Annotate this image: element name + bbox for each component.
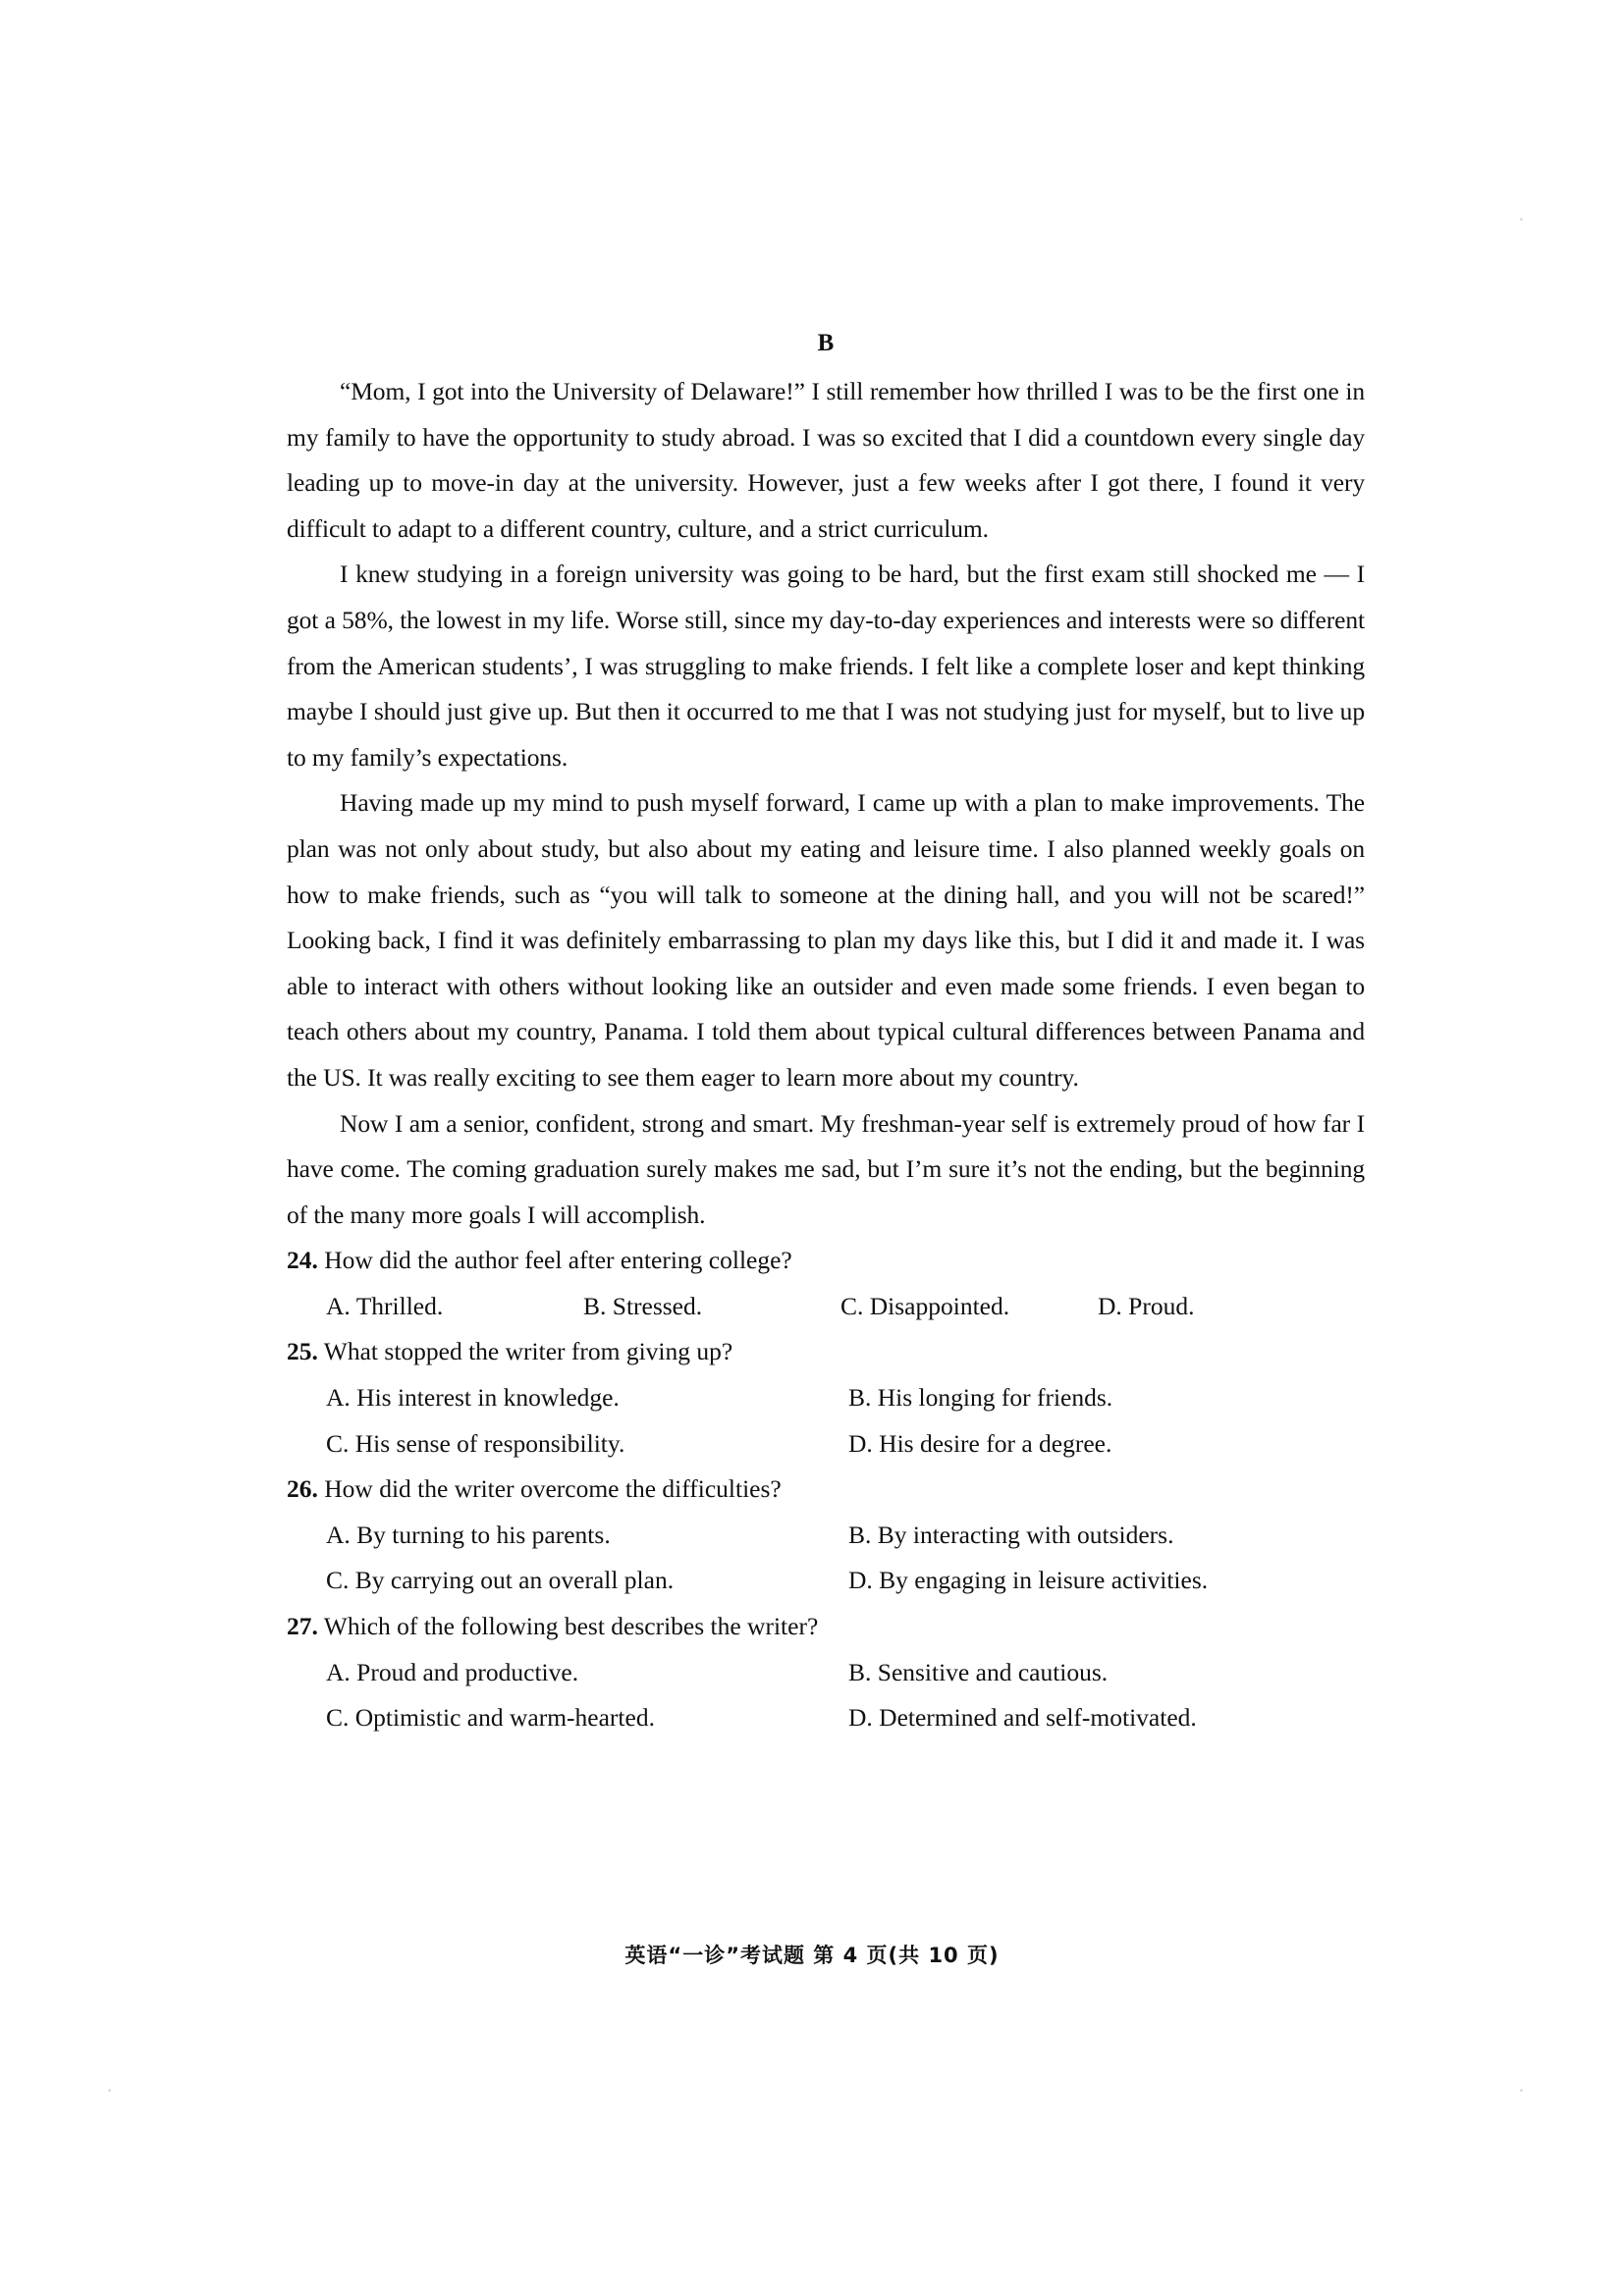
- question-number: 27.: [287, 1612, 318, 1641]
- question-number: 25.: [287, 1337, 318, 1366]
- option-c[interactable]: C. Disappointed.: [840, 1291, 1010, 1320]
- option-d[interactable]: D. Determined and self-motivated.: [848, 1703, 1197, 1733]
- option-a[interactable]: A. Proud and productive.: [326, 1657, 579, 1686]
- options: [287, 1284, 1365, 1330]
- option-b[interactable]: B. Stressed.: [583, 1291, 703, 1320]
- option-a[interactable]: A. Thrilled.: [326, 1291, 444, 1320]
- options: [287, 1375, 1365, 1467]
- option-b[interactable]: B. By interacting with outsiders.: [848, 1520, 1174, 1549]
- option-c[interactable]: C. Optimistic and warm-hearted.: [326, 1703, 655, 1733]
- passage-paragraph-1: “Mom, I got into the University of Delaware!” I still remember how thrilled I was to be the first one in my family to have the opportunity to study abroad. I was so excited that I did a countdown every single day leading up to move-in day at the university. However, just a few weeks after I got there, I found it very difficult to adapt to a different country, culture, and a strict curriculum.: [287, 377, 1365, 543]
- passage-paragraph-2: I knew studying in a foreign university was going to be hard, but the first exam still shocked me — I got a 58%, the lowest in my life. Worse still, since my day-to-day experiences and interests were so different from the American students’, I was struggling to make friends. I felt like a complete loser and kept thinking maybe I should just give up. But then it occurred to me that I was not studying just for myself, but to live up to my family’s expectations.: [287, 560, 1365, 772]
- question-text: How did the writer overcome the difficulties?: [324, 1474, 782, 1504]
- passage-paragraph-4: Now I am a senior, confident, strong and smart. My freshman-year self is extremely proud of how far I have come. The coming graduation surely makes me sad, but I’m sure it’s not the ending, but the beginning of the many more goals I will accomplish.: [287, 1108, 1365, 1229]
- question-27: [287, 1604, 1365, 1741]
- section-label: B: [817, 330, 835, 356]
- option-d[interactable]: D. By engaging in leisure activities.: [848, 1566, 1209, 1595]
- question-25: [287, 1329, 1365, 1467]
- options: [287, 1650, 1365, 1741]
- exam-page: [287, 324, 1365, 1741]
- option-d[interactable]: D. Proud.: [1098, 1291, 1195, 1320]
- scan-speck: [1520, 218, 1523, 221]
- question-text: Which of the following best describes the writer?: [323, 1612, 819, 1641]
- option-a[interactable]: A. By turning to his parents.: [326, 1520, 611, 1549]
- options: [287, 1513, 1365, 1604]
- question-text: What stopped the writer from giving up?: [323, 1337, 733, 1366]
- question-text: How did the author feel after entering college?: [324, 1246, 792, 1275]
- page-footer: 英语“一诊”考试题 第 4 页(共 10 页): [624, 1944, 1000, 1967]
- option-c[interactable]: C. His sense of responsibility.: [326, 1428, 625, 1458]
- passage-paragraph-3: Having made up my mind to push myself forward, I came up with a plan to make improvements. The plan was not only about study, but also about my eating and leisure time. I also planned weekly goals on how to make friends, such as “you will talk to someone at the dining hall, and you will not be scared!” Looking back, I find it was definitely embarrassing to plan my days like this, but I did it and made it. I was able to interact with others without looking like an outsider and even made some friends. I even began to teach others about my country, Panama. I told them about typical cultural differences between Panama and the US. It was really exciting to see them eager to learn more about my country.: [287, 788, 1365, 1092]
- option-c[interactable]: C. By carrying out an overall plan.: [326, 1566, 675, 1595]
- question-number: 26.: [287, 1474, 318, 1504]
- option-b[interactable]: B. His longing for friends.: [848, 1383, 1113, 1413]
- scan-speck: [1520, 2089, 1523, 2092]
- option-b[interactable]: B. Sensitive and cautious.: [848, 1657, 1109, 1686]
- question-number: 24.: [287, 1246, 318, 1275]
- question-26: [287, 1467, 1365, 1604]
- option-a[interactable]: A. His interest in knowledge.: [326, 1383, 620, 1413]
- option-d[interactable]: D. His desire for a degree.: [848, 1428, 1112, 1458]
- scan-speck: [108, 2089, 111, 2092]
- question-24: [287, 1238, 1365, 1329]
